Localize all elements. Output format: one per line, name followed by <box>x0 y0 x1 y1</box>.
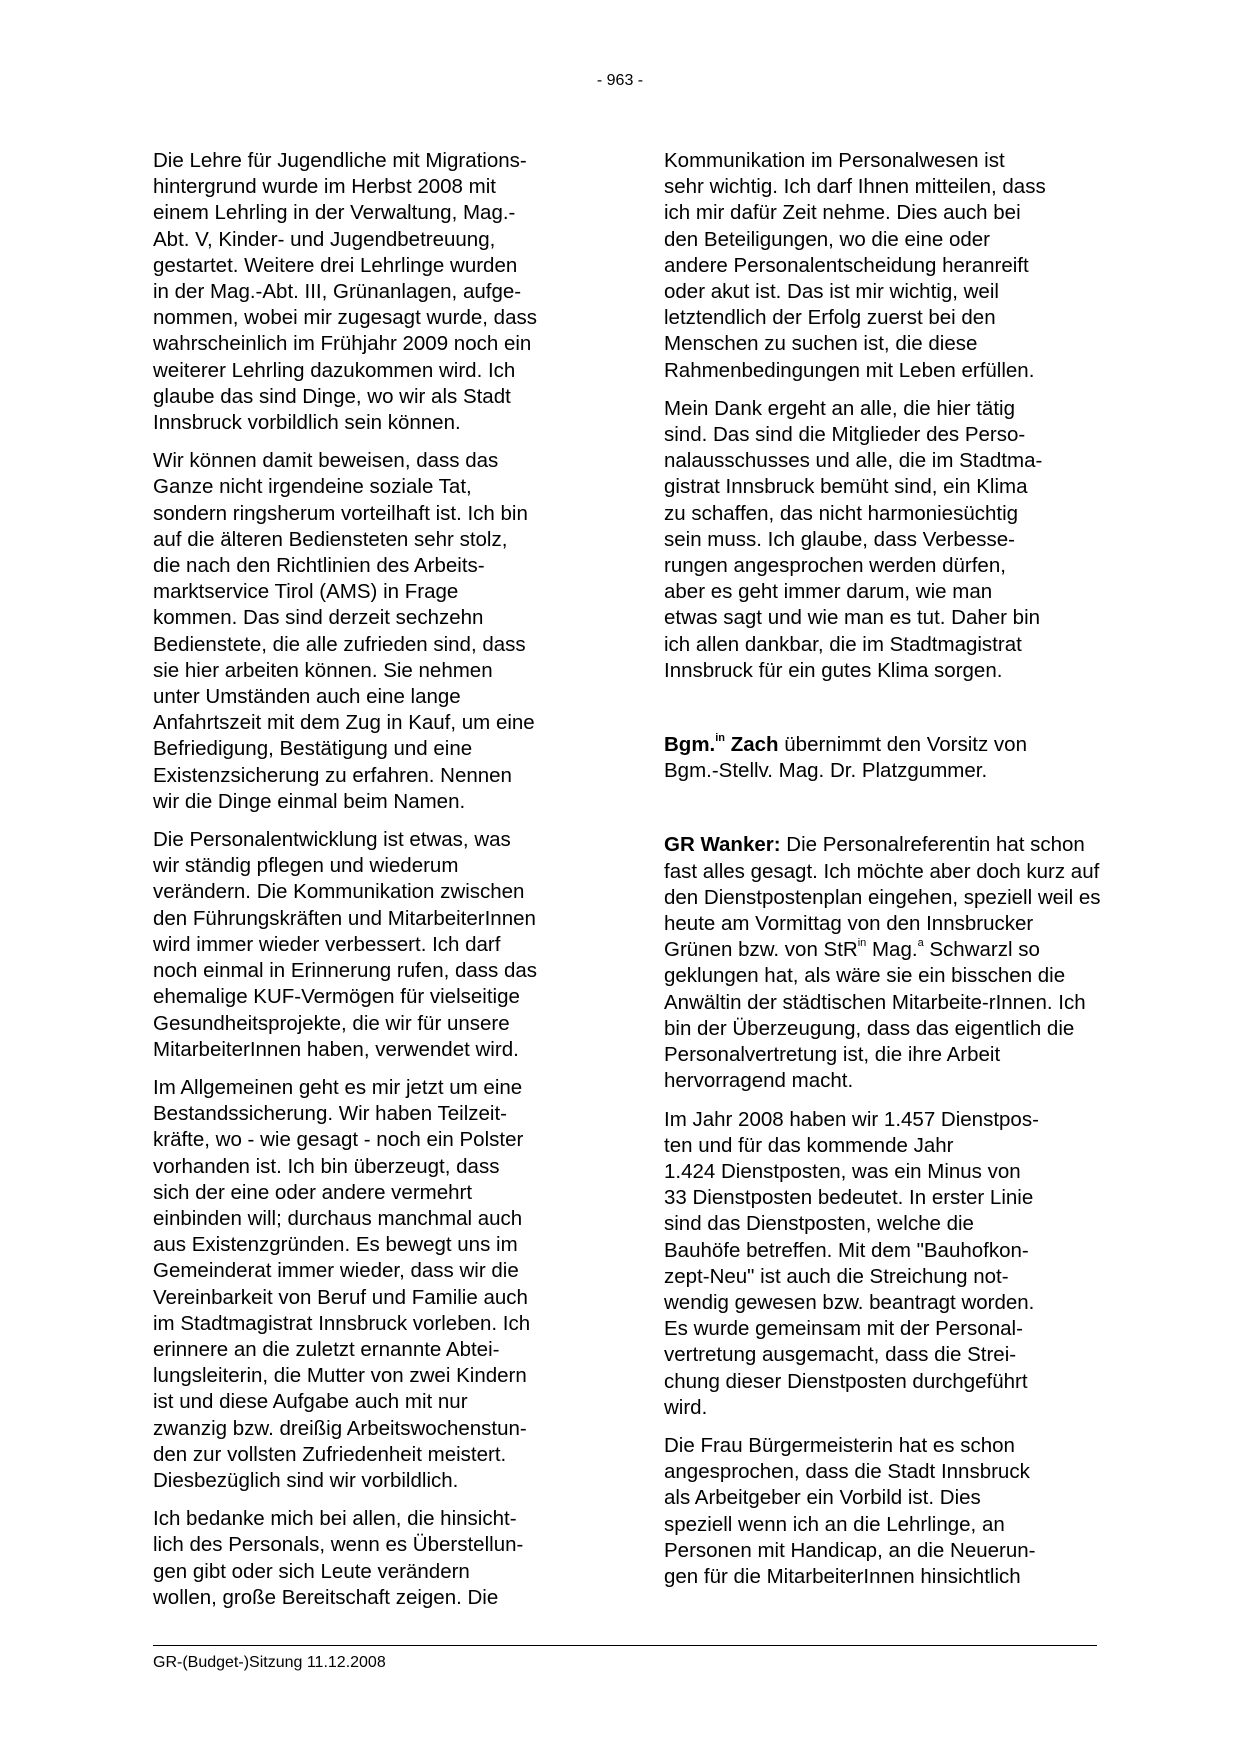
paragraph-thanks: Ich bedanke mich bei allen, die hinsicht- lich des Personals, wenn es Überstellun- gen gibt oder sich Leute verändern wollen, große Bereitschaft zeigen. Die <box>153 1507 524 1609</box>
chair-notice: Bgm.$^{in}$ Zach übernimmt den Vorsitz von Bgm.-Stellv. Mag. Dr. Platzgummer. <box>664 732 1027 783</box>
left-column <box>153 148 593 1623</box>
paragraph-apprenticeship: Die Lehre für Jugendliche mit Migrations- hintergrund wurde im Herbst 2008 mit einem Lehrling in der Verwaltung, Mag.- Abt. V, Kinder- und Jugendbetreuung, gestartet. Weitere drei Lehrlinge wurden in der Mag.-Abt. III, Grünanlagen, aufge- nommen, wobei mir zugesagt wurde, dass wahrscheinlich im Frühjahr 2009 noch ein weiterer Lehrling dazukommen wird. Ich glaube das sind Dinge, wo wir als Stadt Innsbruck vorbildlich sein können. <box>153 149 537 435</box>
footer-session-label: GR-(Budget-)Sitzung 11.12.2008 <box>153 1654 386 1671</box>
chair-speaker: Bgm.$^{in}$ Zach <box>664 732 779 757</box>
paragraph-older-employees: Wir können damit beweisen, dass das Ganze nicht irgendeine soziale Tat, sondern ringsherum vorteilhaft ist. Ich bin auf die älteren Bediensteten sehr stolz, die nach den Richtlinien des Arbeits- marktservice Tirol (AMS) in Frage kommen. Das sind derzeit sechzehn Bedienstete, die alle zufrieden sind, dass sie hier arbeiten können. Sie nehmen unter Umständen auch eine lange Anfahrtszeit mit dem Zug in Kauf, um eine Befriedigung, Bestätigung und eine Existenzsicherung zu erfahren. Nennen wir die Dinge einmal beim Namen. <box>153 449 535 813</box>
paragraph-job-positions: Im Jahr 2008 haben wir 1.457 Dienstpos- ten und für das kommende Jahr 1.424 Dienstposten, was ein Minus von 33 Dienstposten bedeutet. In erster Linie sind das Dienstposten, welche die Bauhöfe betreffen. Mit dem "Bauhofkon- zept-Neu" ist auch die Streichung not- wendig gewesen bzw. beantragt worden. Es wurde gemeinsam mit der Personal- vertretung ausgemacht, dass die Strei- chung dieser Dienstposten durchgeführt wird. <box>664 1107 1039 1419</box>
paragraph-role-model: Die Frau Bürgermeisterin hat es schon angesprochen, dass die Stadt Innsbruck als Arbeitgeber ein Vorbild ist. Dies speziell wenn ich an die Lehrlinge, an Personen mit Handicap, an die Neuerun- gen für die MitarbeiterInnen hinsichtlich <box>664 1433 1036 1588</box>
paragraph-personnel-development: Die Personalentwicklung ist etwas, was wir ständig pflegen und wiederum verändern. Die Kommunikation zwischen den Führungskräften und MitarbeiterInnen wird immer wieder verbessert. Ich darf noch einmal in Erinnerung rufen, dass das ehemalige KUF-Vermögen für vielseitige Gesundheitsprojekte, die wir für unsere MitarbeiterInnen haben, verwendet wird. <box>153 828 538 1061</box>
page-number: - 963 - <box>596 72 644 89</box>
footer-divider <box>153 1645 1097 1646</box>
paragraph-job-security: Im Allgemeinen geht es mir jetzt um eine Bestandssicherung. Wir haben Teilzeit- kräfte, wo - wie gesagt - noch ein Polster vorhanden ist. Ich bin überzeugt, dass sich der eine oder andere vermehrt einbinden will; durchaus manchmal auch aus Existenzgründen. Es bewegt uns im Gemeinderat immer wieder, dass wir die Vereinbarkeit von Beruf und Familie auch im Stadtmagistrat Innsbruck vorleben. Ich erinnere an die zuletzt ernannte Abtei- lungsleiterin, die Mutter von zwei Kindern ist und diese Aufgabe auch mit nur zwanzig bzw. dreißig Arbeitswochenstun- den zur vollsten Zufriedenheit meistert. Diesbezüglich sind wir vorbildlich. <box>153 1075 531 1492</box>
wanker-speech: GR Wanker: Die Personalreferentin hat schon fast alles gesagt. Ich möchte aber doch kurz auf den Dienstpostenplan eingehen, speziell weil es heute am Vormittag von den Innsbrucker Grünen bzw. von StR$^{in}$ Mag.$^a$ Schwarzl so geklungen hat, als wäre sie ein bisschen die Anwältin der städtischen Mitarbeite-rInnen. Ich bin der Überzeugung, dass das eigentlich die Personalvertretung ist, die ihre Arbeit hervorragend macht. <box>664 833 1101 1093</box>
right-column <box>664 148 1104 1602</box>
wanker-speaker: GR Wanker: <box>664 833 781 857</box>
paragraph-communication: Kommunikation im Personalwesen ist sehr wichtig. Ich darf Ihnen mitteilen, dass ich mir dafür Zeit nehme. Dies auch bei den Beteiligungen, wo die eine oder andere Personalentscheidung heranreift oder akut ist. Das ist mir wichtig, weil letztendlich der Erfolg zuerst bei den Menschen zu suchen ist, die diese Rahmenbedingungen mit Leben erfüllen. <box>664 149 1046 382</box>
paragraph-gratitude: Mein Dank ergeht an alle, die hier tätig sind. Das sind die Mitglieder des Perso- nalausschusses und alle, die im Stadtma- gistrat Innsbruck bemüht sind, ein Klima zu schaffen, das nicht harmoniesüchtig sein muss. Ich glaube, dass Verbesse- rungen angesprochen werden dürfen, aber es geht immer darum, wie man etwas sagt und wie man es tut. Daher bin ich allen dankbar, die im Stadtmagistrat Innsbruck für ein gutes Klima sorgen. <box>664 396 1043 682</box>
